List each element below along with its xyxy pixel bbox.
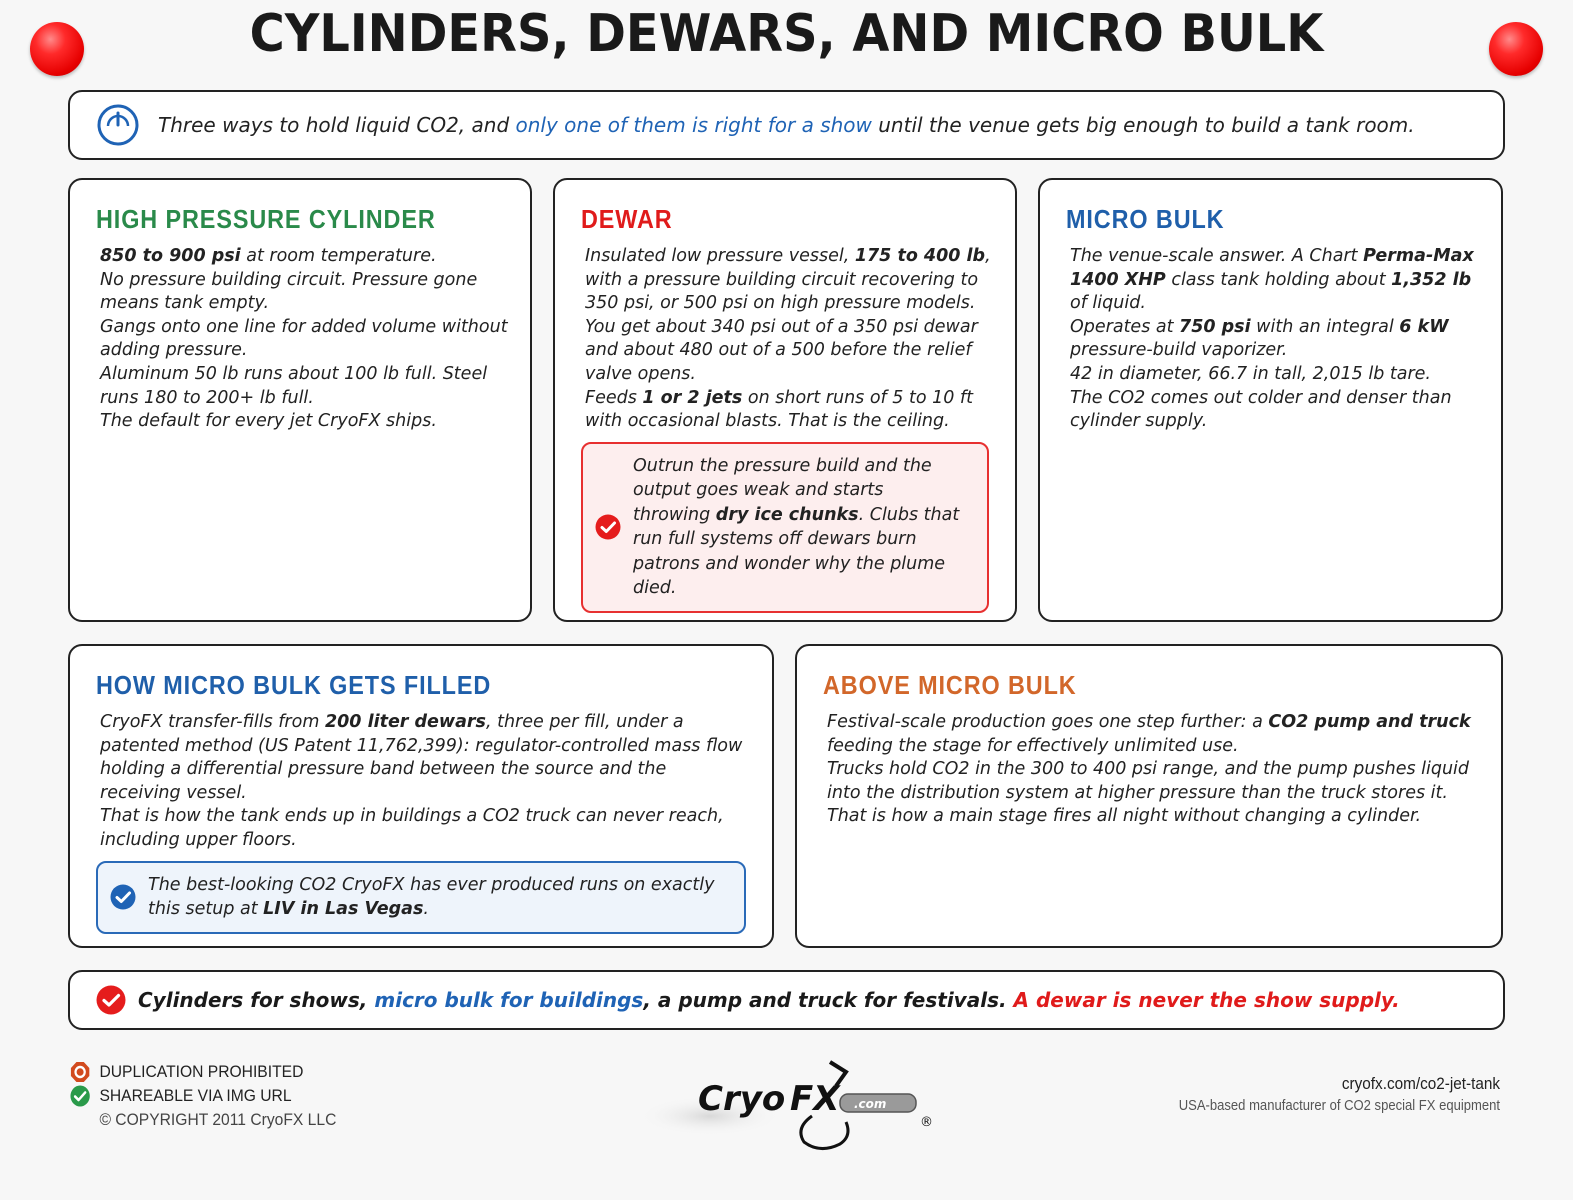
above-micro-bulk-card [795, 644, 1503, 948]
card-paragraph: 42 in diameter, 66.7 in tall, 2,015 lb tare. [1070, 363, 1431, 384]
card-body [823, 711, 1475, 829]
duplication-notice [70, 1060, 336, 1084]
text: Cylinders for shows, [138, 988, 375, 1012]
text-highlight-red: A dewar is never the show supply. [1013, 988, 1400, 1012]
text: , three per fill, under a patented method (US Patent 11,762,399): regulator-controlled mass flow holding a differential pressure band between the source and the receiving vessel. [100, 712, 743, 803]
bold-text: 6 kW [1399, 316, 1449, 337]
card-paragraph: Trucks hold CO2 in the 300 to 400 psi range, and the pump pushes liquid into the distribution system at higher pressure than the truck stores it. [827, 759, 1470, 803]
card-paragraph: The default for every jet CryoFX ships. [100, 411, 437, 432]
text: Feeds [585, 387, 643, 408]
bold-text: 850 to 900 psi [100, 246, 241, 266]
bold-text: CO2 pump and truck [1268, 712, 1471, 732]
copyright: © COPYRIGHT 2011 CryoFX LLC [99, 1110, 337, 1129]
footer-right [1143, 1074, 1500, 1114]
stop-octagon-icon [70, 1061, 90, 1083]
card-paragraph: Aluminum 50 lb runs about 100 lb full. Steel runs 180 to 200+ lb full. [100, 363, 488, 408]
bold-text: 200 liter dewars [324, 712, 486, 732]
logo-text: Cryo [698, 1079, 786, 1119]
bold-text: LIV in Las Vegas [263, 899, 424, 920]
text: Insulated low pressure vessel, [585, 246, 855, 266]
card-paragraph [1070, 316, 1479, 363]
check-circle-icon [110, 884, 136, 910]
card-paragraph: No pressure building circuit. Pressure gone means tank empty. [100, 269, 478, 314]
card-paragraph: Gangs onto one line for added volume without adding pressure. [100, 316, 508, 361]
info-callout [96, 861, 746, 934]
callout-text [148, 873, 720, 922]
summary-banner [68, 970, 1505, 1030]
intro-text-end: until the venue gets big enough to build a tank room. [871, 113, 1415, 137]
card-paragraph [827, 711, 1475, 758]
card-body [96, 711, 746, 853]
text: at room temperature. [240, 246, 437, 266]
svg-text:FX: FX [790, 1079, 840, 1119]
text: CryoFX transfer-fills from [100, 712, 325, 732]
bold-text: Perma-Max 1400 XHP [1070, 246, 1474, 290]
text: The best-looking CO2 CryoFX has ever produced runs on exactly this setup at [148, 874, 715, 920]
text: Outrun the pressure build and the output goes weak and starts throwing [633, 455, 932, 525]
card-heading: HOW MICRO BULK GETS FILLED [96, 670, 492, 700]
svg-text:.com: .com [854, 1097, 887, 1111]
pressure-gauge-icon [96, 103, 140, 147]
text: . Clubs that run full systems off dewars burn patrons and wonder why the plume died. [633, 504, 960, 599]
svg-text:®: ® [920, 1115, 933, 1130]
card-heading: ABOVE MICRO BULK [823, 670, 1077, 700]
card-paragraph [1070, 245, 1479, 316]
text: The venue-scale answer. A Chart [1070, 246, 1364, 266]
check-circle-icon [96, 985, 126, 1015]
card-paragraph [100, 245, 508, 269]
dewar-card [553, 178, 1017, 622]
card-paragraph [100, 711, 746, 805]
shareable-notice [70, 1084, 336, 1108]
text: , with a pressure building circuit recovering to 350 psi, or 500 psi on high pressure models. [585, 246, 991, 314]
text: Operates at [1070, 316, 1180, 337]
text: feeding the stage for effectively unlimited use. [827, 735, 1239, 756]
intro-text-highlight: only one of them is right for a show [515, 113, 872, 137]
card-body [1066, 245, 1479, 434]
card-paragraph [585, 245, 993, 316]
text: class tank holding about [1165, 269, 1392, 290]
shareable-text: SHAREABLE VIA IMG URL [99, 1086, 292, 1105]
duplication-text: DUPLICATION PROHIBITED [99, 1062, 304, 1081]
bold-text: 750 psi [1179, 316, 1251, 337]
text-highlight-blue: micro bulk for buildings [374, 988, 644, 1012]
check-circle-icon [595, 514, 621, 540]
intro-text-start: Three ways to hold liquid CO2, and [158, 113, 516, 137]
text: Festival-scale production goes one step further: a [827, 712, 1269, 732]
website-link[interactable]: cryofx.com/co2-jet-tank [1341, 1074, 1500, 1093]
card-paragraph: That is how the tank ends up in buildings a CO2 truck can never reach, including upper floors. [100, 806, 724, 850]
card-paragraph: That is how a main stage fires all night without changing a cylinder. [827, 806, 1422, 827]
card-body [581, 245, 993, 434]
text: of liquid. [1070, 293, 1146, 314]
cryofx-logo [640, 1058, 940, 1154]
card-heading: MICRO BULK [1066, 204, 1225, 234]
card-paragraph [585, 387, 993, 434]
card-heading: DEWAR [581, 204, 673, 234]
text: with an integral [1250, 316, 1400, 337]
card-paragraph: You get about 340 psi out of a 350 psi dewar and about 480 out of a 500 before the relief valve opens. [585, 316, 978, 384]
how-micro-bulk-gets-filled-card [68, 644, 774, 948]
text: on short runs of 5 to 10 ft with occasional blasts. That is the ceiling. [585, 387, 973, 432]
text: . [423, 899, 429, 920]
bold-text: 1,352 lb [1391, 269, 1472, 290]
bold-text: 175 to 400 lb [854, 246, 986, 266]
micro-bulk-card [1038, 178, 1503, 622]
check-circle-icon [70, 1085, 90, 1107]
text: pressure-build vaporizer. [1070, 340, 1288, 361]
tagline: USA-based manufacturer of CO2 special FX equipment [1178, 1098, 1500, 1114]
bold-text: 1 or 2 jets [642, 387, 743, 408]
card-paragraph: The CO2 comes out colder and denser than cylinder supply. [1070, 387, 1452, 432]
summary-text [138, 988, 1400, 1012]
warning-callout [581, 442, 989, 613]
intro-banner [68, 90, 1505, 160]
card-heading: HIGH PRESSURE CYLINDER [96, 204, 436, 234]
legal-notices [70, 1060, 360, 1132]
callout-text [633, 454, 963, 601]
page-title: CYLINDERS, DEWARS, AND MICRO BULK [249, 4, 1324, 64]
intro-text [158, 113, 1415, 137]
card-body [96, 245, 508, 434]
high-pressure-cylinder-card [68, 178, 532, 622]
bold-text: dry ice chunks [715, 504, 859, 525]
text: , a pump and truck for festivals. [643, 988, 1014, 1012]
